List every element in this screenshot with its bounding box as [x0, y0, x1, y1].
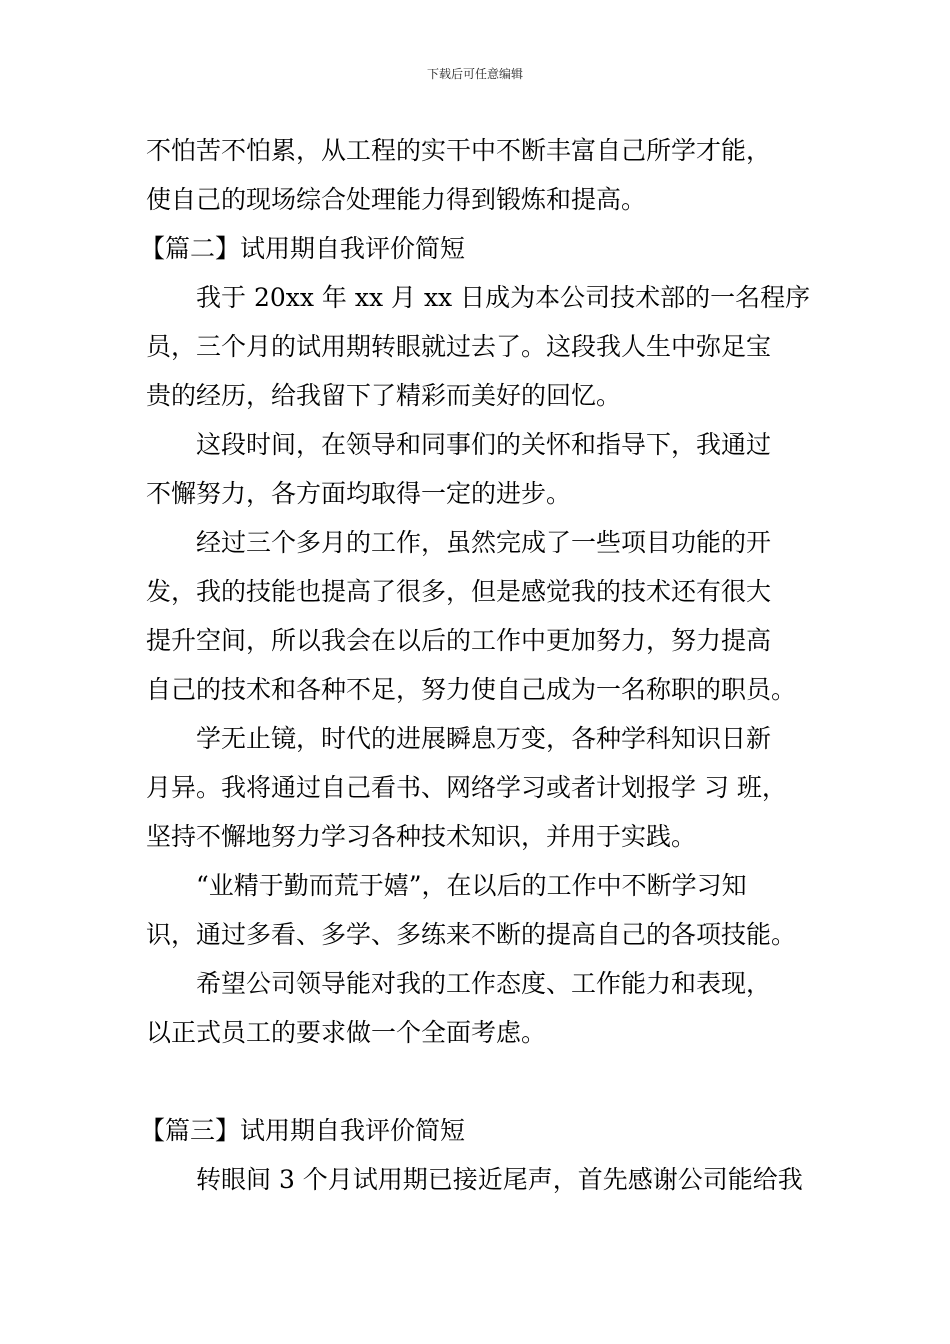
paragraph-gap: [146, 1057, 818, 1106]
text-line: 坚持不懈地努力学习各种技术知识，并用于实践。: [146, 822, 697, 851]
text-line: 不怕苦不怕累，从工程的实干中不断丰富自己所学才能，: [146, 136, 772, 165]
section2-paragraph-4: [146, 714, 818, 861]
text-line: 发，我的技能也提高了很多，但是感觉我的技术还有很大: [146, 577, 772, 606]
text-line: 使自己的现场综合处理能力得到锻炼和提高。: [146, 185, 647, 214]
text-line: “业精于勤而荒于嬉”，在以后的工作中不断学习知: [196, 871, 747, 900]
text-line: 提升空间，所以我会在以后的工作中更加努力，努力提高: [146, 626, 772, 655]
text-line: 经过三个多月的工作，虽然完成了一些项目功能的开: [196, 528, 772, 557]
text-line: 月异。我将通过自己看书、网络学习或者计划报学 习 班，: [146, 773, 787, 802]
section2-paragraph-6: [146, 959, 818, 1057]
text-line: 希望公司领导能对我的工作态度、工作能力和表现，: [196, 969, 772, 998]
section2-paragraph-3: [146, 518, 818, 714]
section2-paragraph-5: [146, 861, 818, 959]
section2-heading: 【篇二】试用期自我评价简短: [140, 234, 466, 263]
text-line: 以正式员工的要求做一个全面考虑。: [146, 1018, 547, 1047]
text-line: 转眼间 3 个月试用期已接近尾声，首先感谢公司能给我: [196, 1165, 803, 1194]
text-line: 我于 20xx 年 xx 月 xx 日成为本公司技术部的一名程序: [196, 283, 811, 312]
page-header: 下载后可任意编辑: [426, 67, 523, 81]
section3-paragraph-1: [146, 1155, 818, 1204]
section3-heading: 【篇三】试用期自我评价简短: [140, 1116, 466, 1145]
document-body: [140, 126, 818, 1204]
section1-tail: [146, 126, 818, 224]
section2-paragraph-1: [146, 273, 818, 420]
text-line: 员，三个月的试用期转眼就过去了。这段我人生中弥足宝: [146, 332, 772, 361]
section2-paragraph-2: [146, 420, 818, 518]
text-line: 这段时间，在领导和同事们的关怀和指导下，我通过: [196, 430, 772, 459]
text-line: 不懈努力，各方面均取得一定的进步。: [146, 479, 572, 508]
text-line: 识，通过多看、多学、多练来不断的提高自己的各项技能。: [146, 920, 797, 949]
text-line: 学无止镜，时代的进展瞬息万变，各种学科知识日新: [196, 724, 772, 753]
text-line: 贵的经历，给我留下了精彩而美好的回忆。: [146, 381, 622, 410]
text-line: 自己的技术和各种不足，努力使自己成为一名称职的职员。: [146, 675, 797, 704]
